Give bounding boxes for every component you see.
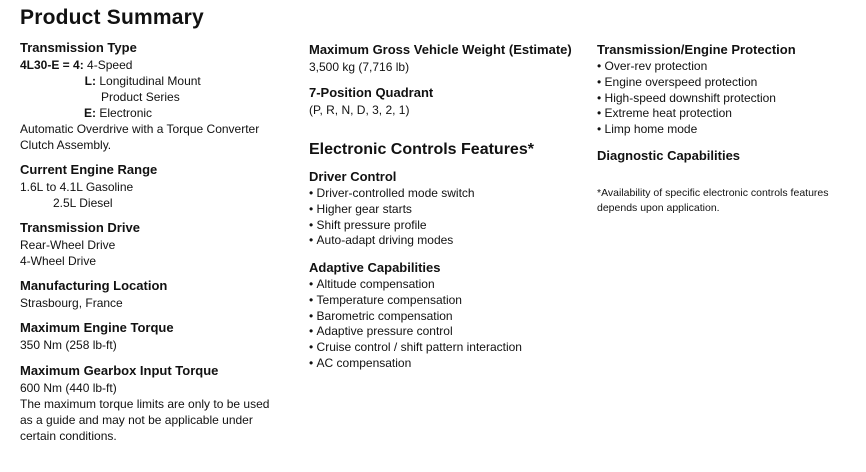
engine-range-heading: Current Engine Range	[20, 162, 158, 177]
gearbox-torque-note1: The maximum torque limits are only to be used	[20, 397, 270, 411]
gvw-heading: Maximum Gross Vehicle Weight (Estimate)	[309, 42, 572, 57]
transmission-drive-line1: Rear-Wheel Drive	[20, 238, 116, 252]
list-item: • Adaptive pressure control	[309, 324, 522, 340]
code-row-main	[20, 57, 132, 73]
gvw-line1: 3,500 kg (7,716 lb)	[309, 60, 410, 74]
code-l: L:	[84, 74, 96, 88]
engine-range-line1: 1.6L to 4.1L Gasoline	[20, 180, 134, 194]
protection-list	[597, 59, 776, 138]
adaptive-list	[309, 277, 522, 372]
diagnostic-heading: Diagnostic Capabilities	[597, 148, 741, 163]
driver-control-heading: Driver Control	[309, 169, 397, 184]
transmission-type-heading: Transmission Type	[20, 40, 137, 55]
list-item: • AC compensation	[309, 356, 522, 372]
manufacturing-heading: Manufacturing Location	[20, 278, 168, 293]
page-title: Product Summary	[20, 6, 204, 29]
code-e: E:	[84, 106, 96, 120]
list-item: • Temperature compensation	[309, 293, 522, 309]
driver-control-list	[309, 186, 475, 249]
list-item: • Barometric compensation	[309, 309, 522, 325]
code-main: 4L30-E = 4:	[20, 58, 84, 72]
code-e-text: Electronic	[99, 106, 153, 120]
list-item: • Higher gear starts	[309, 202, 475, 218]
footnote-line1: *Availability of specific electronic controls features	[597, 187, 829, 199]
list-item: • Auto-adapt driving modes	[309, 233, 475, 249]
quadrant-heading: 7-Position Quadrant	[309, 85, 434, 100]
footnote-line2: depends upon application.	[597, 202, 720, 214]
transmission-desc-2: Clutch Assembly.	[20, 138, 112, 152]
engine-torque-heading: Maximum Engine Torque	[20, 320, 174, 335]
code-row-l	[20, 73, 201, 89]
electronic-controls-heading: Electronic Controls Features*	[309, 141, 534, 158]
quadrant-line1: (P, R, N, D, 3, 2, 1)	[309, 103, 410, 117]
list-item: • Engine overspeed protection	[597, 75, 776, 91]
code-row-e	[20, 105, 152, 121]
gearbox-torque-line1: 600 Nm (440 lb-ft)	[20, 381, 117, 395]
transmission-drive-line2: 4-Wheel Drive	[20, 254, 97, 268]
list-item: • Altitude compensation	[309, 277, 522, 293]
manufacturing-line1: Strasbourg, France	[20, 296, 123, 310]
gearbox-torque-note2: as a guide and may not be applicable under	[20, 413, 253, 427]
transmission-drive-heading: Transmission Drive	[20, 220, 140, 235]
engine-torque-line1: 350 Nm (258 lb-ft)	[20, 338, 117, 352]
code-main-text: 4-Speed	[87, 58, 133, 72]
list-item: • High-speed downshift protection	[597, 91, 776, 107]
list-item: • Over-rev protection	[597, 59, 776, 75]
code-l-text2: Product Series	[101, 90, 180, 104]
list-item: • Limp home mode	[597, 122, 776, 138]
list-item: • Driver-controlled mode switch	[309, 186, 475, 202]
protection-heading: Transmission/Engine Protection	[597, 42, 796, 57]
engine-range-line2: 2.5L Diesel	[53, 196, 113, 210]
list-item: • Extreme heat protection	[597, 106, 776, 122]
list-item: • Shift pressure profile	[309, 218, 475, 234]
gearbox-torque-heading: Maximum Gearbox Input Torque	[20, 363, 219, 378]
gearbox-torque-note3: certain conditions.	[20, 429, 117, 443]
list-item: • Cruise control / shift pattern interaction	[309, 340, 522, 356]
code-l-text1: Longitudinal Mount	[99, 74, 201, 88]
adaptive-heading: Adaptive Capabilities	[309, 260, 441, 275]
transmission-desc-1: Automatic Overdrive with a Torque Converter	[20, 122, 260, 136]
